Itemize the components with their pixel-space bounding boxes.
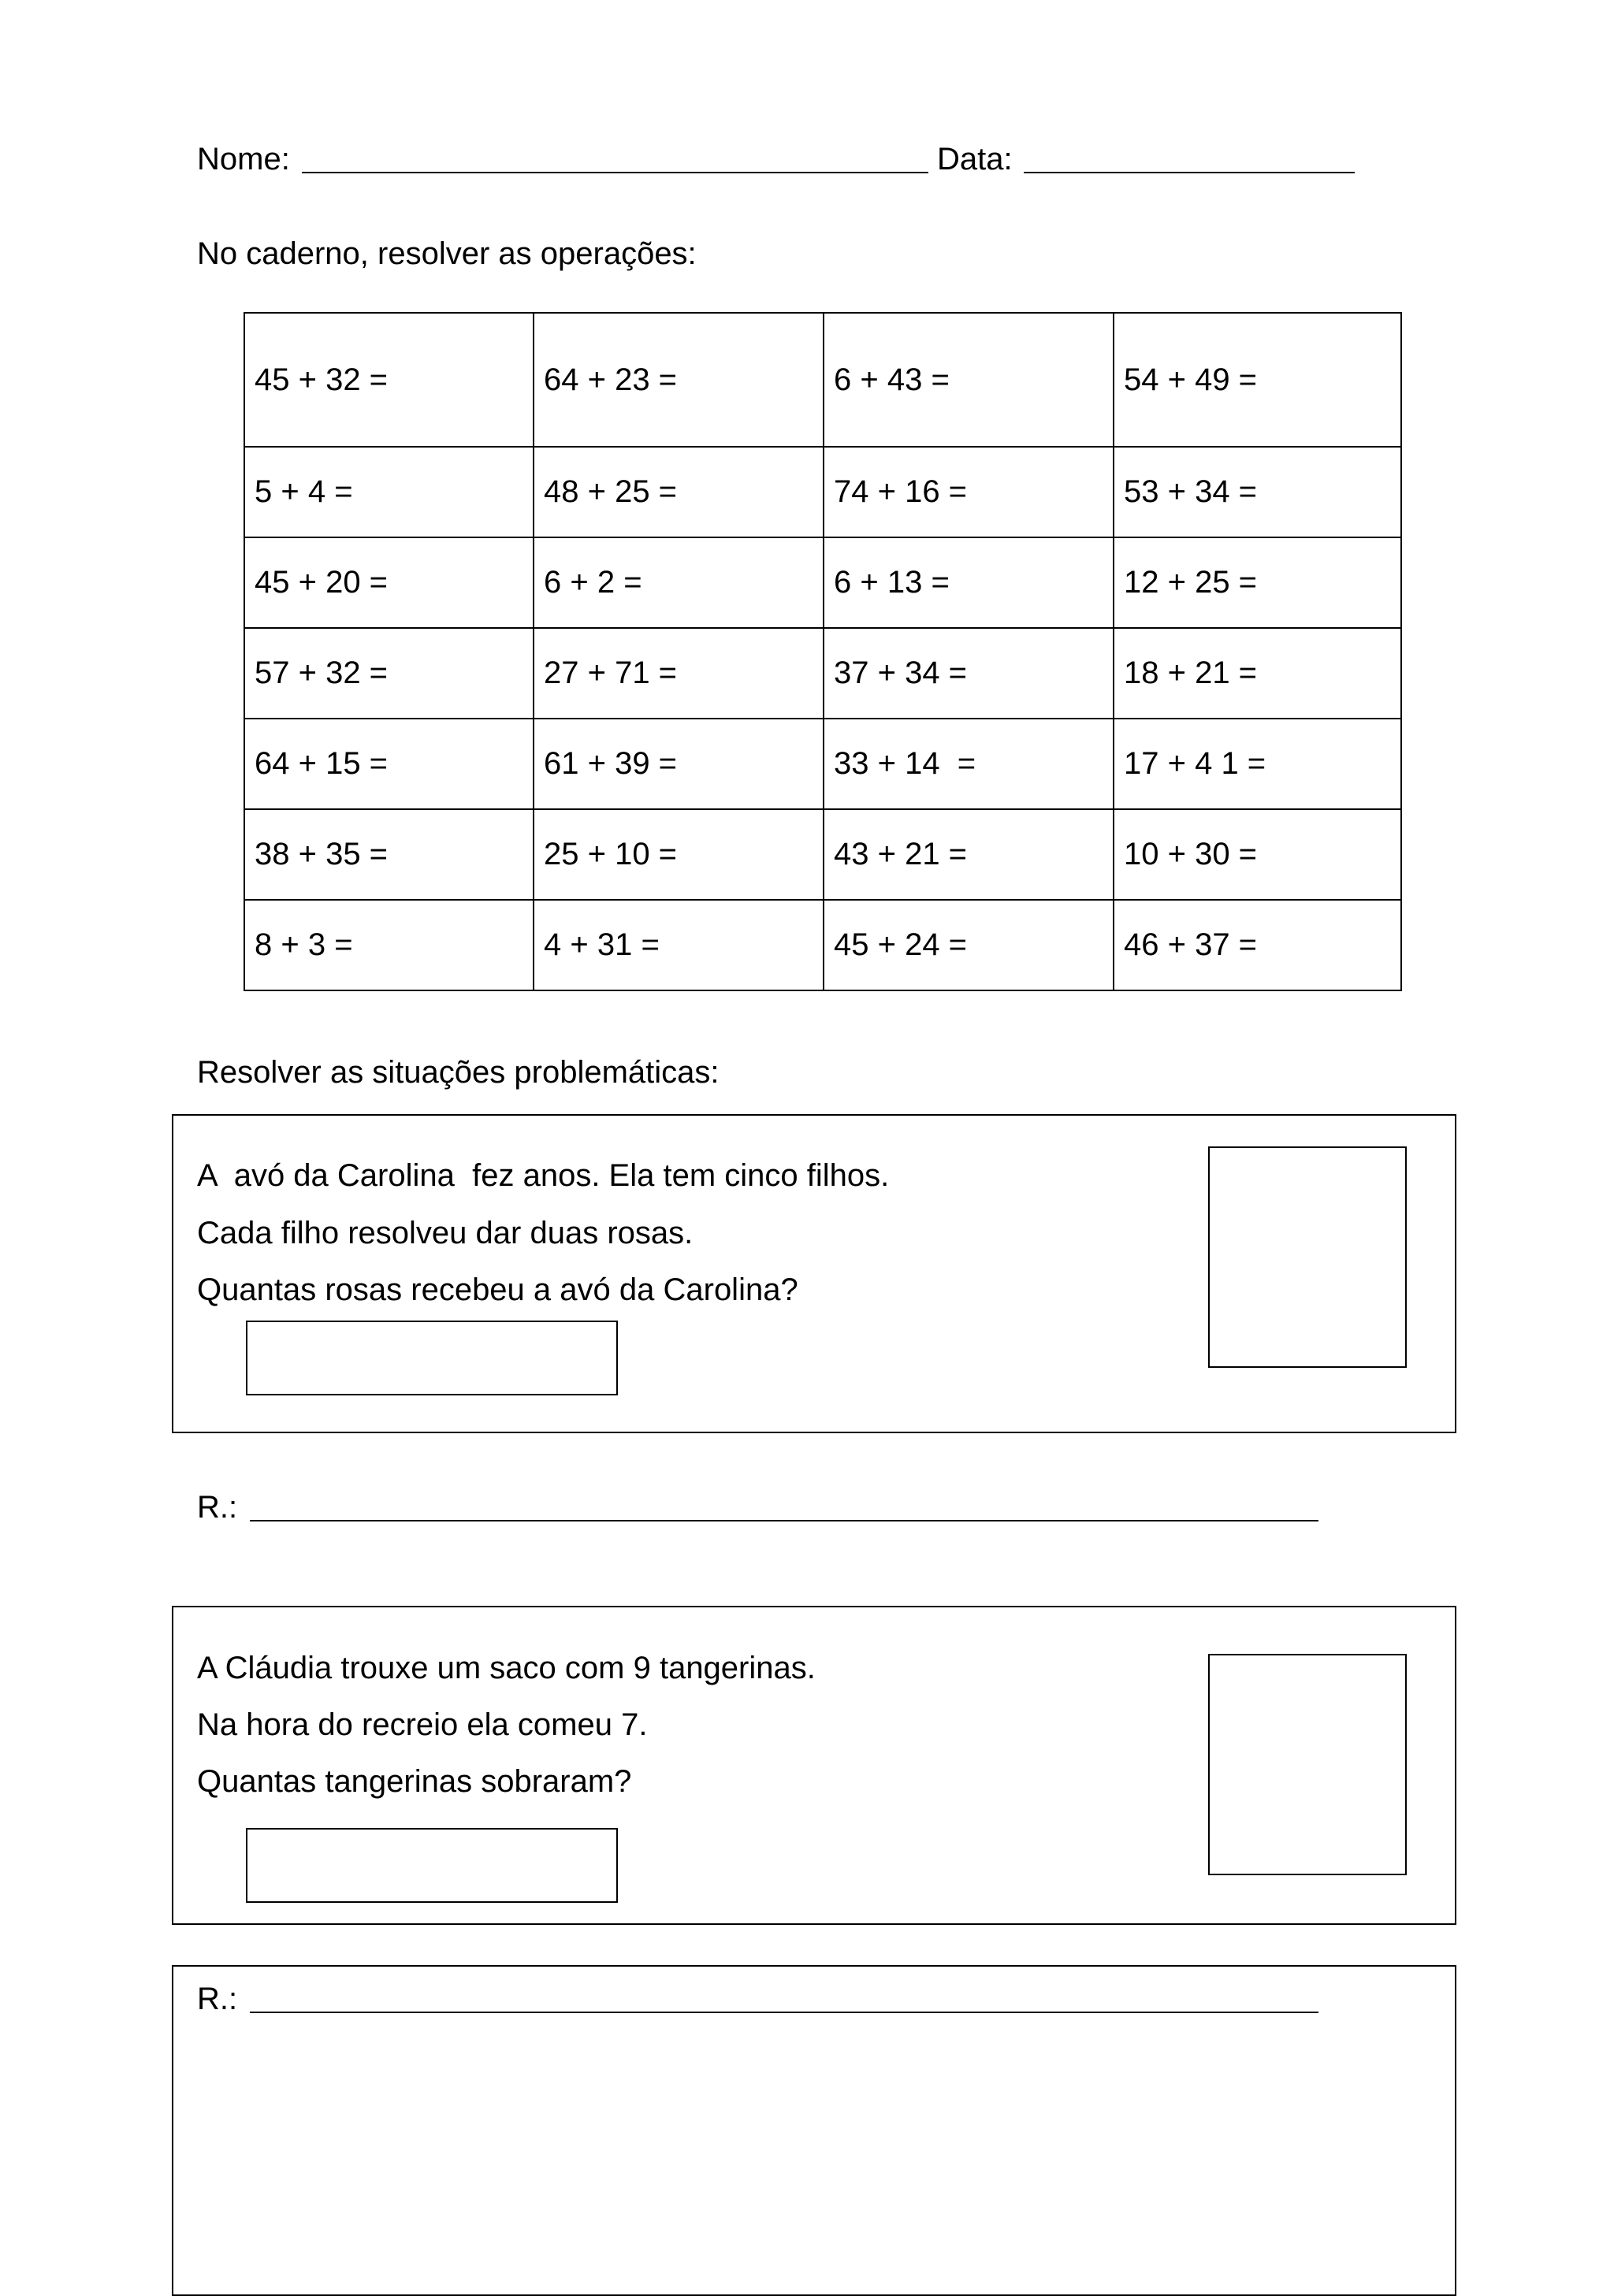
operation-cell[interactable]: 6 + 2 = — [534, 537, 824, 628]
operation-cell[interactable]: 53 + 34 = — [1114, 447, 1401, 537]
operation-cell[interactable]: 18 + 21 = — [1114, 628, 1401, 719]
problem-2-line-1: A Cláudia trouxe um saco com 9 tangerinas. — [197, 1651, 816, 1685]
operations-row — [244, 719, 1401, 809]
problem-1-line-3: Quantas rosas recebeu a avó da Carolina? — [197, 1272, 798, 1307]
problem-1-drawing-box[interactable] — [1208, 1146, 1407, 1368]
date-field[interactable] — [1024, 172, 1355, 173]
answer-label-1: R.: — [197, 1490, 238, 1525]
answer-label-2: R.: — [197, 1982, 238, 2016]
problem-2-line-2: Na hora do recreio ela comeu 7. — [197, 1707, 648, 1742]
operations-row — [244, 900, 1401, 990]
operation-cell[interactable]: 25 + 10 = — [534, 809, 824, 900]
problem-2-line-3: Quantas tangerinas sobraram? — [197, 1764, 632, 1799]
date-label: Data: — [937, 142, 1013, 176]
operation-cell[interactable]: 57 + 32 = — [244, 628, 534, 719]
operation-cell[interactable]: 64 + 15 = — [244, 719, 534, 809]
operation-cell[interactable]: 48 + 25 = — [534, 447, 824, 537]
operations-row — [244, 447, 1401, 537]
operation-cell[interactable]: 37 + 34 = — [824, 628, 1114, 719]
operation-cell[interactable]: 8 + 3 = — [244, 900, 534, 990]
name-field[interactable] — [302, 172, 928, 173]
problem-1-answer-box[interactable] — [246, 1321, 618, 1395]
operation-cell[interactable]: 45 + 32 = — [244, 313, 534, 447]
answer-box-2 — [172, 1965, 1456, 2296]
operations-row — [244, 313, 1401, 447]
problem-1-line-1: A avó da Carolina fez anos. Ela tem cinco filhos. — [197, 1158, 890, 1193]
operation-cell[interactable]: 6 + 43 = — [824, 313, 1114, 447]
operation-cell[interactable]: 46 + 37 = — [1114, 900, 1401, 990]
operation-cell[interactable]: 33 + 14 = — [824, 719, 1114, 809]
operation-cell[interactable]: 5 + 4 = — [244, 447, 534, 537]
operation-cell[interactable]: 27 + 71 = — [534, 628, 824, 719]
operation-cell[interactable]: 12 + 25 = — [1114, 537, 1401, 628]
operations-row — [244, 537, 1401, 628]
operation-cell[interactable]: 64 + 23 = — [534, 313, 824, 447]
operation-cell[interactable]: 54 + 49 = — [1114, 313, 1401, 447]
problems-instruction: Resolver as situações problemáticas: — [197, 1055, 720, 1090]
operation-cell[interactable]: 10 + 30 = — [1114, 809, 1401, 900]
operation-cell[interactable]: 74 + 16 = — [824, 447, 1114, 537]
operation-cell[interactable]: 17 + 4 1 = — [1114, 719, 1401, 809]
name-label: Nome: — [197, 142, 290, 176]
operations-row — [244, 809, 1401, 900]
operation-cell[interactable]: 45 + 20 = — [244, 537, 534, 628]
problem-1-line-2: Cada filho resolveu dar duas rosas. — [197, 1216, 694, 1250]
operations-row — [244, 628, 1401, 719]
operation-cell[interactable]: 6 + 13 = — [824, 537, 1114, 628]
answer-line-1[interactable] — [250, 1520, 1318, 1521]
answer-line-2[interactable] — [250, 2012, 1318, 2013]
operations-instruction: No caderno, resolver as operações: — [197, 236, 697, 271]
problem-2-drawing-box[interactable] — [1208, 1654, 1407, 1875]
operation-cell[interactable]: 43 + 21 = — [824, 809, 1114, 900]
operation-cell[interactable]: 38 + 35 = — [244, 809, 534, 900]
problem-2-answer-box[interactable] — [246, 1828, 618, 1903]
operation-cell[interactable]: 61 + 39 = — [534, 719, 824, 809]
operation-cell[interactable]: 45 + 24 = — [824, 900, 1114, 990]
operations-table — [244, 312, 1402, 991]
operation-cell[interactable]: 4 + 31 = — [534, 900, 824, 990]
